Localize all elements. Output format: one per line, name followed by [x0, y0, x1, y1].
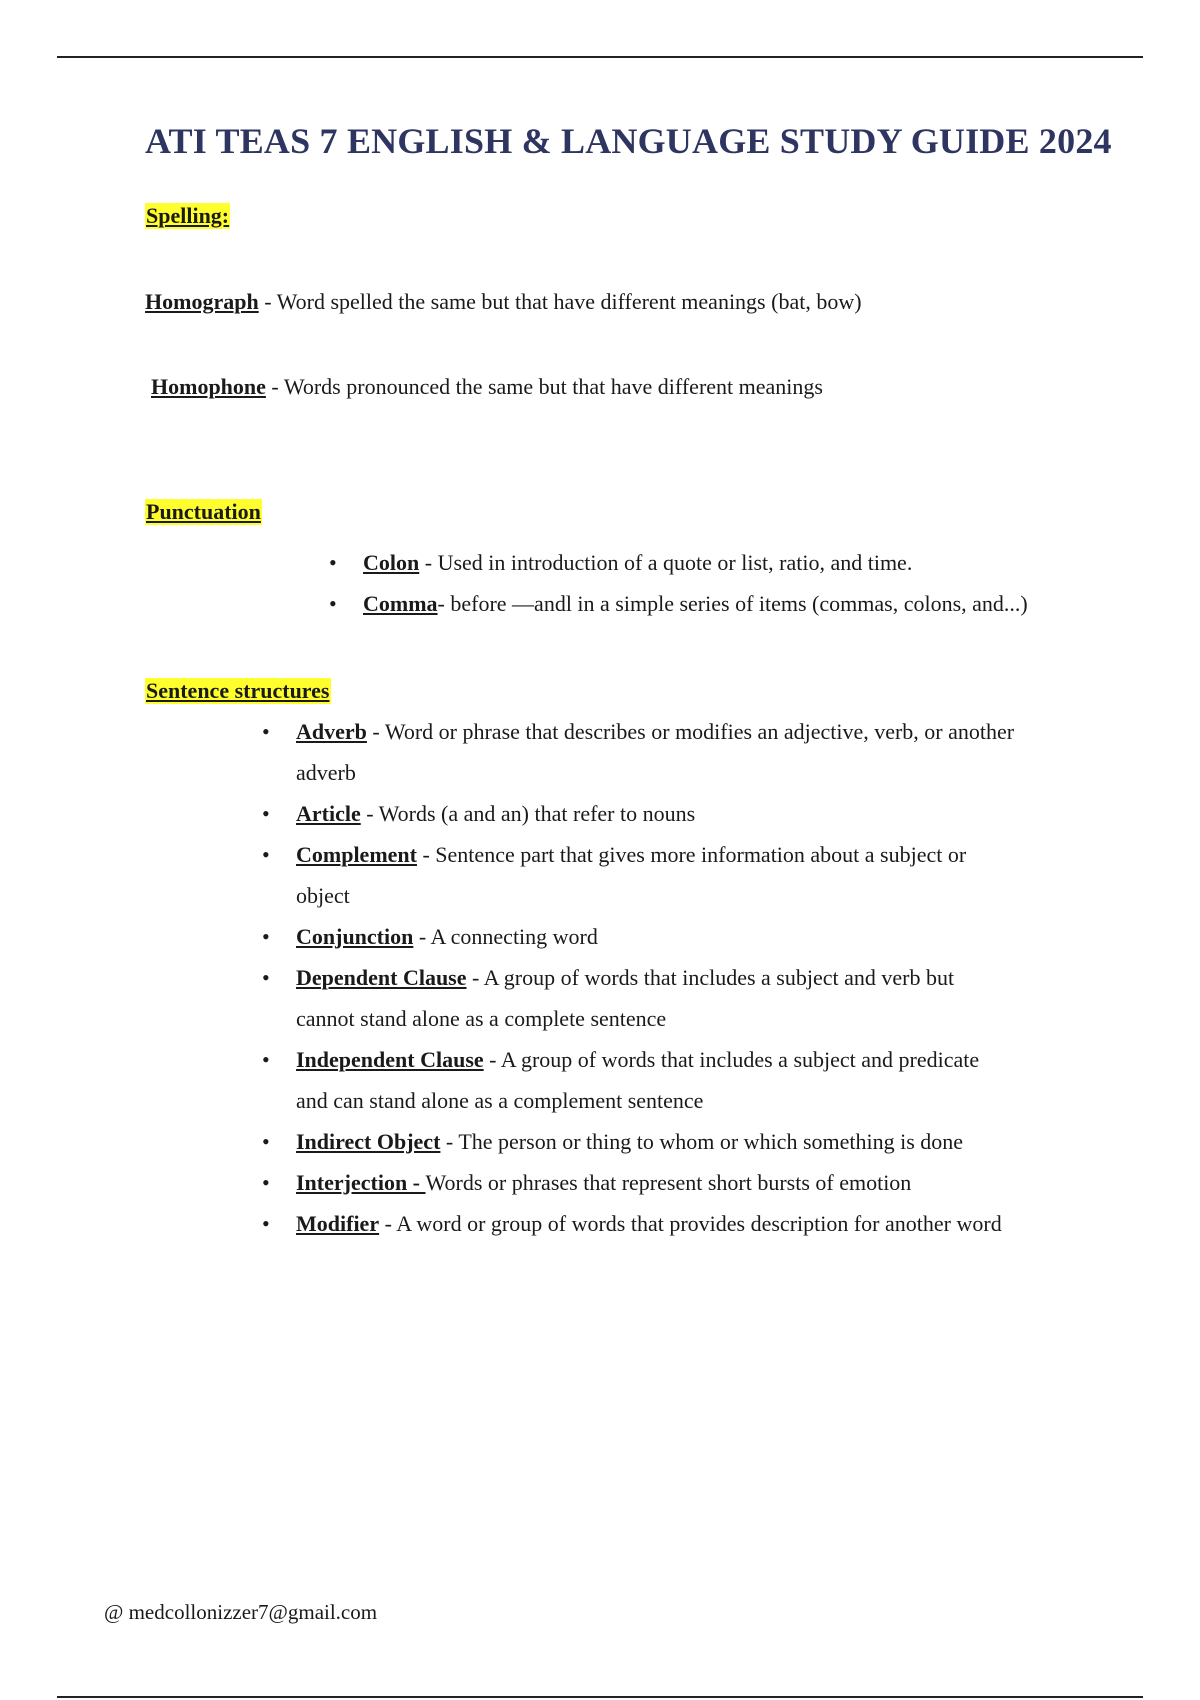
definition-text: - A word or group of words that provides description for another word	[379, 1211, 1002, 1236]
bottom-rule	[57, 1696, 1143, 1698]
definition-continuation: adverb	[296, 760, 356, 785]
list-item	[296, 1162, 1014, 1203]
definition-continuation: cannot stand alone as a complete sentence	[296, 1006, 667, 1031]
definition-text: - A group of words that includes a subject and predicate	[483, 1047, 980, 1072]
definition-text: - Words pronounced the same but that have different meanings	[265, 374, 823, 399]
term-label: Indirect Object	[296, 1129, 441, 1154]
term-label: Conjunction	[296, 924, 414, 949]
term-label: Colon	[363, 550, 420, 575]
list-item	[296, 793, 1014, 834]
list-item	[363, 583, 1028, 624]
definition-text: - before —andl in a simple series of items (commas, colons, and...)	[437, 591, 1028, 616]
punctuation-heading: Punctuation	[146, 499, 261, 524]
punctuation-list	[363, 542, 1028, 624]
definition-text: - Words (a and an) that refer to nouns	[360, 801, 696, 826]
term-label: Modifier	[296, 1211, 380, 1236]
definition-text: - Word or phrase that describes or modifies an adjective, verb, or another	[366, 719, 1015, 744]
list-item	[296, 957, 1014, 1039]
list-item	[296, 711, 1014, 793]
page-title: ATI TEAS 7 ENGLISH & LANGUAGE STUDY GUIDE 2024	[145, 121, 1112, 161]
definition-text: - Word spelled the same but that have different meanings (bat, bow)	[258, 289, 862, 314]
definition-continuation: object	[296, 883, 350, 908]
term-label: Homograph	[145, 289, 259, 314]
definition-text: - The person or thing to whom or which something is done	[440, 1129, 964, 1154]
list-item	[296, 1039, 1014, 1121]
definition-text: - Sentence part that gives more information about a subject or	[416, 842, 967, 867]
term-label: Comma	[363, 591, 438, 616]
definition-homophone	[151, 374, 823, 400]
list-item	[296, 916, 1014, 957]
term-label: Independent Clause	[296, 1047, 484, 1072]
term-label: Dependent Clause	[296, 965, 467, 990]
footer-email: @ medcollonizzer7@gmail.com	[104, 1600, 378, 1624]
list-item	[296, 1121, 1014, 1162]
list-item	[296, 1203, 1014, 1244]
definition-text: - A group of words that includes a subject and verb but	[466, 965, 955, 990]
list-item	[296, 834, 1014, 916]
top-rule	[57, 56, 1143, 58]
list-item	[363, 542, 1028, 583]
term-label: Complement	[296, 842, 417, 867]
definition-text: Words or phrases that represent short bursts of emotion	[425, 1170, 912, 1195]
definition-continuation: and can stand alone as a complement sentence	[296, 1088, 704, 1113]
term-label: Article	[296, 801, 361, 826]
term-label: Adverb	[296, 719, 367, 744]
definition-text: - Used in introduction of a quote or list, ratio, and time.	[419, 550, 913, 575]
definition-text: - A connecting word	[413, 924, 598, 949]
sentence-structures-list	[296, 711, 1014, 1244]
spelling-heading: Spelling:	[146, 203, 230, 228]
definition-homograph	[145, 289, 862, 315]
term-label: Interjection -	[296, 1170, 426, 1195]
sentence-structures-heading: Sentence structures	[146, 678, 330, 703]
term-label: Homophone	[151, 374, 266, 399]
